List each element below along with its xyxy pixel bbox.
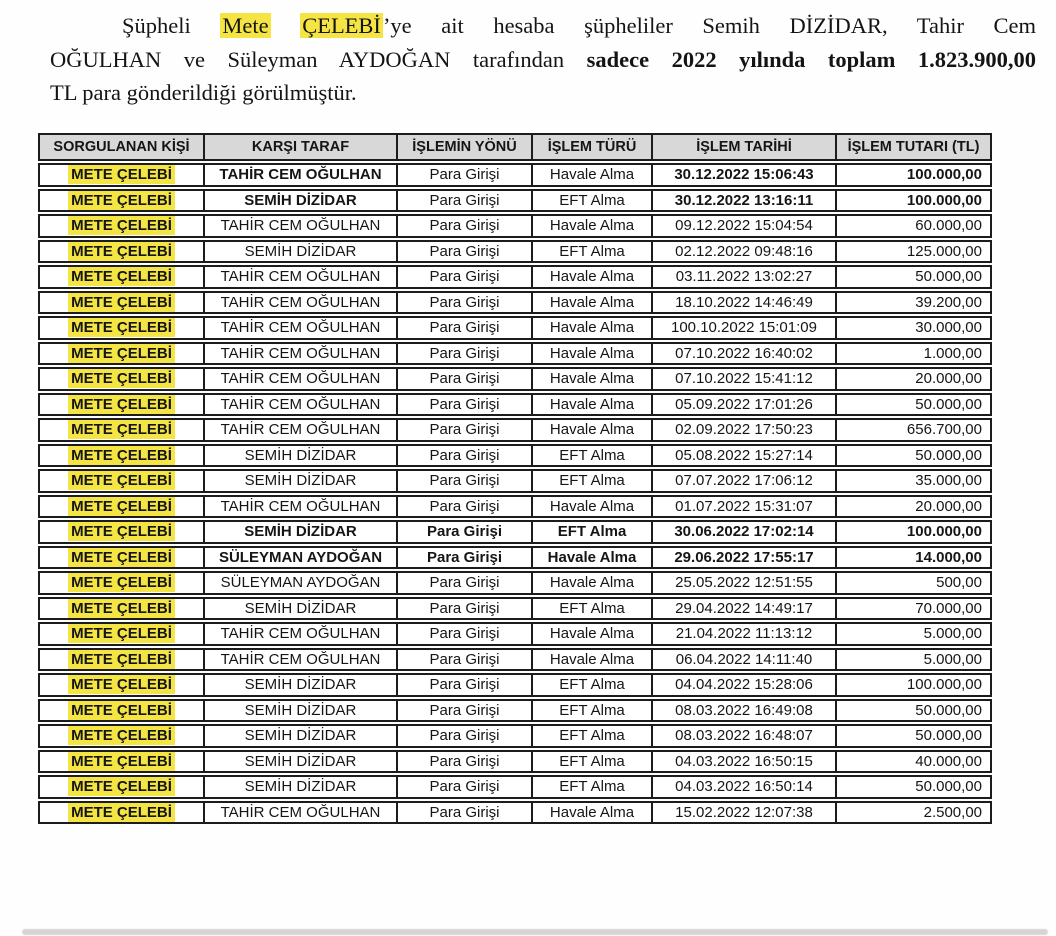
table-row: [38, 444, 992, 468]
cell-islem-turu: Havale Alma: [533, 648, 653, 672]
cell-islem-tutari: 50.000,00: [837, 699, 992, 723]
cell-islem-tarihi: 30.06.2022 17:02:14: [653, 520, 837, 544]
highlighted-name: METE ÇELEBİ: [68, 471, 175, 490]
table-header: [38, 133, 992, 161]
highlighted-name: METE ÇELEBİ: [68, 165, 175, 184]
cell-karsi-taraf: SEMİH DİZİDAR: [205, 189, 398, 213]
intro-text: ’ye ait hesaba şüpheliler Semih DİZİDAR, Tahir Cem: [382, 13, 1037, 38]
cell-islem-tarihi: 02.09.2022 17:50:23: [653, 418, 837, 442]
cell-islem-tarihi: 29.06.2022 17:55:17: [653, 546, 837, 570]
cell-karsi-taraf: SÜLEYMAN AYDOĞAN: [205, 546, 398, 570]
cell-islem-tutari: 50.000,00: [837, 775, 992, 799]
table-row: [38, 316, 992, 340]
highlighted-name: METE ÇELEBİ: [68, 599, 175, 618]
table-row: [38, 469, 992, 493]
cell-sorgulanan-kisi: [38, 469, 205, 493]
cell-karsi-taraf: TAHİR CEM OĞULHAN: [205, 291, 398, 315]
cell-islem-tutari: 14.000,00: [837, 546, 992, 570]
table-row: [38, 393, 992, 417]
cell-islemin-yonu: Para Girişi: [398, 418, 533, 442]
cell-sorgulanan-kisi: [38, 418, 205, 442]
intro-paragraph: [50, 9, 1036, 110]
cell-karsi-taraf: TAHİR CEM OĞULHAN: [205, 316, 398, 340]
cell-islem-tarihi: 01.07.2022 15:31:07: [653, 495, 837, 519]
cell-islem-tutari: 500,00: [837, 571, 992, 595]
cell-islem-tarihi: 18.10.2022 14:46:49: [653, 291, 837, 315]
cell-sorgulanan-kisi: [38, 724, 205, 748]
cell-islem-tarihi: 04.03.2022 16:50:15: [653, 750, 837, 774]
table-row: [38, 673, 992, 697]
table-row: [38, 622, 992, 646]
highlighted-name: METE ÇELEBİ: [68, 752, 175, 771]
highlighted-name: METE ÇELEBİ: [68, 548, 175, 567]
cell-islemin-yonu: Para Girişi: [398, 342, 533, 366]
highlighted-name: METE ÇELEBİ: [68, 624, 175, 643]
cell-islem-turu: EFT Alma: [533, 673, 653, 697]
cell-islem-turu: EFT Alma: [533, 724, 653, 748]
highlighted-name: METE ÇELEBİ: [68, 216, 175, 235]
table-row: [38, 571, 992, 595]
col-header-karsi-taraf: KARŞI TARAF: [205, 133, 398, 161]
highlighted-name: METE ÇELEBİ: [68, 803, 175, 822]
cell-islemin-yonu: Para Girişi: [398, 495, 533, 519]
cell-islem-tarihi: 08.03.2022 16:48:07: [653, 724, 837, 748]
cell-islem-tutari: 1.000,00: [837, 342, 992, 366]
cell-islem-tutari: 2.500,00: [837, 801, 992, 825]
cell-islem-turu: Havale Alma: [533, 163, 653, 187]
col-header-islem-turu: İŞLEM TÜRÜ: [533, 133, 653, 161]
cell-islem-tutari: 5.000,00: [837, 648, 992, 672]
intro-line-2: [50, 43, 1036, 77]
cell-islem-tarihi: 30.12.2022 13:16:11: [653, 189, 837, 213]
highlighted-name: METE ÇELEBİ: [68, 777, 175, 796]
cell-islem-tarihi: 05.08.2022 15:27:14: [653, 444, 837, 468]
cell-islem-turu: EFT Alma: [533, 444, 653, 468]
cell-karsi-taraf: TAHİR CEM OĞULHAN: [205, 418, 398, 442]
cell-karsi-taraf: TAHİR CEM OĞULHAN: [205, 648, 398, 672]
cell-islem-tarihi: 21.04.2022 11:13:12: [653, 622, 837, 646]
highlighted-name: METE ÇELEBİ: [68, 242, 175, 261]
cell-islemin-yonu: Para Girişi: [398, 546, 533, 570]
cell-islem-turu: Havale Alma: [533, 546, 653, 570]
cell-karsi-taraf: SEMİH DİZİDAR: [205, 724, 398, 748]
highlighted-name: METE ÇELEBİ: [68, 293, 175, 312]
cell-sorgulanan-kisi: [38, 291, 205, 315]
table-row: [38, 495, 992, 519]
cell-sorgulanan-kisi: [38, 520, 205, 544]
cell-karsi-taraf: SEMİH DİZİDAR: [205, 240, 398, 264]
cell-karsi-taraf: TAHİR CEM OĞULHAN: [205, 367, 398, 391]
cell-islemin-yonu: Para Girişi: [398, 163, 533, 187]
highlighted-name: METE ÇELEBİ: [68, 446, 175, 465]
cell-islemin-yonu: Para Girişi: [398, 622, 533, 646]
highlighted-name: METE ÇELEBİ: [68, 675, 175, 694]
cell-islem-turu: Havale Alma: [533, 393, 653, 417]
cell-islemin-yonu: Para Girişi: [398, 316, 533, 340]
header-row: [38, 133, 992, 161]
cell-karsi-taraf: TAHİR CEM OĞULHAN: [205, 495, 398, 519]
cell-islem-turu: EFT Alma: [533, 520, 653, 544]
cell-islem-tarihi: 06.04.2022 14:11:40: [653, 648, 837, 672]
table-row: [38, 546, 992, 570]
table-row: [38, 163, 992, 187]
cell-islem-tutari: 50.000,00: [837, 444, 992, 468]
cell-islemin-yonu: Para Girişi: [398, 444, 533, 468]
highlighted-name: METE ÇELEBİ: [68, 497, 175, 516]
col-header-islem-tutari: İŞLEM TUTARI (TL): [837, 133, 992, 161]
cell-islem-tarihi: 30.12.2022 15:06:43: [653, 163, 837, 187]
highlighted-name-mete: Mete: [222, 13, 269, 38]
cell-islemin-yonu: Para Girişi: [398, 367, 533, 391]
cell-islemin-yonu: Para Girişi: [398, 265, 533, 289]
table-row: [38, 367, 992, 391]
cell-karsi-taraf: TAHİR CEM OĞULHAN: [205, 214, 398, 238]
table-body: [38, 163, 992, 824]
cell-sorgulanan-kisi: [38, 214, 205, 238]
table-row: [38, 801, 992, 825]
highlighted-name: METE ÇELEBİ: [68, 726, 175, 745]
cell-islem-tarihi: 15.02.2022 12:07:38: [653, 801, 837, 825]
cell-islem-turu: Havale Alma: [533, 265, 653, 289]
cell-islem-tarihi: 02.12.2022 09:48:16: [653, 240, 837, 264]
cell-islemin-yonu: Para Girişi: [398, 520, 533, 544]
cell-islem-tarihi: 03.11.2022 13:02:27: [653, 265, 837, 289]
cell-islem-tutari: 125.000,00: [837, 240, 992, 264]
transactions-table: [38, 131, 992, 826]
cell-islem-tutari: 70.000,00: [837, 597, 992, 621]
cell-islem-tutari: 20.000,00: [837, 367, 992, 391]
cell-karsi-taraf: TAHİR CEM OĞULHAN: [205, 342, 398, 366]
cell-sorgulanan-kisi: [38, 393, 205, 417]
table-row: [38, 214, 992, 238]
highlighted-name: METE ÇELEBİ: [68, 573, 175, 592]
cell-islemin-yonu: Para Girişi: [398, 571, 533, 595]
cell-islem-tutari: 35.000,00: [837, 469, 992, 493]
cell-islemin-yonu: Para Girişi: [398, 801, 533, 825]
cell-karsi-taraf: SEMİH DİZİDAR: [205, 444, 398, 468]
cell-islemin-yonu: Para Girişi: [398, 189, 533, 213]
cell-islem-tutari: 100.000,00: [837, 673, 992, 697]
cell-islem-turu: EFT Alma: [533, 699, 653, 723]
cell-islem-tutari: 50.000,00: [837, 265, 992, 289]
highlighted-name: METE ÇELEBİ: [68, 191, 175, 210]
cell-sorgulanan-kisi: [38, 622, 205, 646]
cell-islem-turu: Havale Alma: [533, 342, 653, 366]
cell-islem-turu: EFT Alma: [533, 775, 653, 799]
cell-islem-turu: Havale Alma: [533, 622, 653, 646]
cell-sorgulanan-kisi: [38, 316, 205, 340]
cell-islem-tutari: 50.000,00: [837, 724, 992, 748]
cell-sorgulanan-kisi: [38, 699, 205, 723]
cell-karsi-taraf: SEMİH DİZİDAR: [205, 699, 398, 723]
table-row: [38, 291, 992, 315]
cell-karsi-taraf: SEMİH DİZİDAR: [205, 520, 398, 544]
highlighted-name: METE ÇELEBİ: [68, 701, 175, 720]
cell-islem-turu: Havale Alma: [533, 367, 653, 391]
cell-islemin-yonu: Para Girişi: [398, 469, 533, 493]
table-row: [38, 724, 992, 748]
cell-sorgulanan-kisi: [38, 775, 205, 799]
table-row: [38, 648, 992, 672]
cell-karsi-taraf: TAHİR CEM OĞULHAN: [205, 801, 398, 825]
cell-karsi-taraf: SEMİH DİZİDAR: [205, 775, 398, 799]
cell-islem-turu: EFT Alma: [533, 469, 653, 493]
cell-islemin-yonu: Para Girişi: [398, 699, 533, 723]
cell-sorgulanan-kisi: [38, 597, 205, 621]
cell-karsi-taraf: TAHİR CEM OĞULHAN: [205, 265, 398, 289]
highlighted-name: METE ÇELEBİ: [68, 420, 175, 439]
table-row: [38, 750, 992, 774]
table-row: [38, 699, 992, 723]
cell-islem-turu: Havale Alma: [533, 291, 653, 315]
cell-islemin-yonu: Para Girişi: [398, 240, 533, 264]
cell-islem-tarihi: 25.05.2022 12:51:55: [653, 571, 837, 595]
cell-karsi-taraf: SEMİH DİZİDAR: [205, 673, 398, 697]
cell-karsi-taraf: SEMİH DİZİDAR: [205, 469, 398, 493]
cell-islem-tutari: 39.200,00: [837, 291, 992, 315]
cell-islem-tutari: 100.000,00: [837, 163, 992, 187]
cell-islem-turu: Havale Alma: [533, 316, 653, 340]
col-header-sorgulanan-kisi: SORGULANAN KİŞİ: [38, 133, 205, 161]
cell-sorgulanan-kisi: [38, 648, 205, 672]
cell-islemin-yonu: Para Girişi: [398, 750, 533, 774]
col-header-islem-tarihi: İŞLEM TARİHİ: [653, 133, 837, 161]
intro-text: Şüpheli: [122, 13, 191, 38]
cell-islem-turu: Havale Alma: [533, 495, 653, 519]
cell-karsi-taraf: SEMİH DİZİDAR: [205, 597, 398, 621]
cell-islem-tutari: 100.000,00: [837, 520, 992, 544]
cell-islem-tutari: 50.000,00: [837, 393, 992, 417]
cell-islem-turu: EFT Alma: [533, 750, 653, 774]
cell-sorgulanan-kisi: [38, 265, 205, 289]
highlighted-name-celebi: ÇELEBİ: [302, 13, 381, 38]
cell-islem-turu: Havale Alma: [533, 418, 653, 442]
highlighted-name: METE ÇELEBİ: [68, 650, 175, 669]
cell-sorgulanan-kisi: [38, 801, 205, 825]
scan-shadow-bar: [22, 929, 1048, 935]
cell-sorgulanan-kisi: [38, 750, 205, 774]
highlighted-name: METE ÇELEBİ: [68, 344, 175, 363]
cell-sorgulanan-kisi: [38, 673, 205, 697]
table-row: [38, 597, 992, 621]
cell-islemin-yonu: Para Girişi: [398, 393, 533, 417]
cell-sorgulanan-kisi: [38, 240, 205, 264]
cell-islem-tutari: 40.000,00: [837, 750, 992, 774]
cell-islem-turu: Havale Alma: [533, 801, 653, 825]
cell-islemin-yonu: Para Girişi: [398, 214, 533, 238]
table-row: [38, 520, 992, 544]
cell-sorgulanan-kisi: [38, 571, 205, 595]
cell-sorgulanan-kisi: [38, 367, 205, 391]
cell-islemin-yonu: Para Girişi: [398, 775, 533, 799]
intro-line-3: TL para gönderildiği görülmüştür.: [50, 80, 357, 105]
cell-islem-tutari: 656.700,00: [837, 418, 992, 442]
cell-sorgulanan-kisi: [38, 189, 205, 213]
intro-line-1: [50, 9, 1036, 43]
cell-sorgulanan-kisi: [38, 444, 205, 468]
table-row: [38, 775, 992, 799]
cell-islem-tarihi: 09.12.2022 15:04:54: [653, 214, 837, 238]
cell-islem-tarihi: 04.03.2022 16:50:14: [653, 775, 837, 799]
cell-karsi-taraf: SÜLEYMAN AYDOĞAN: [205, 571, 398, 595]
cell-islem-tarihi: 100.10.2022 15:01:09: [653, 316, 837, 340]
table-row: [38, 342, 992, 366]
highlighted-name: METE ÇELEBİ: [68, 318, 175, 337]
cell-islemin-yonu: Para Girişi: [398, 291, 533, 315]
cell-islem-tarihi: 29.04.2022 14:49:17: [653, 597, 837, 621]
cell-islem-turu: Havale Alma: [533, 214, 653, 238]
table-row: [38, 418, 992, 442]
cell-islem-tutari: 60.000,00: [837, 214, 992, 238]
highlighted-name: METE ÇELEBİ: [68, 522, 175, 541]
highlighted-name: METE ÇELEBİ: [68, 395, 175, 414]
cell-islem-tarihi: 07.07.2022 17:06:12: [653, 469, 837, 493]
cell-islem-tutari: 5.000,00: [837, 622, 992, 646]
cell-islem-tarihi: 04.04.2022 15:28:06: [653, 673, 837, 697]
col-header-islemin-yonu: İŞLEMİN YÖNÜ: [398, 133, 533, 161]
highlighted-name: METE ÇELEBİ: [68, 267, 175, 286]
cell-islem-turu: EFT Alma: [533, 597, 653, 621]
cell-sorgulanan-kisi: [38, 546, 205, 570]
cell-karsi-taraf: TAHİR CEM OĞULHAN: [205, 163, 398, 187]
cell-islemin-yonu: Para Girişi: [398, 724, 533, 748]
cell-islem-tutari: 20.000,00: [837, 495, 992, 519]
cell-islemin-yonu: Para Girişi: [398, 648, 533, 672]
intro-text: OĞULHAN ve Süleyman AYDOĞAN tarafından: [50, 46, 565, 72]
table-row: [38, 189, 992, 213]
cell-karsi-taraf: TAHİR CEM OĞULHAN: [205, 393, 398, 417]
intro-bold-total: sadece 2022 yılında toplam 1.823.900,00: [586, 46, 1036, 72]
cell-islem-tarihi: 05.09.2022 17:01:26: [653, 393, 837, 417]
cell-islem-tarihi: 08.03.2022 16:49:08: [653, 699, 837, 723]
table-row: [38, 240, 992, 264]
highlighted-name: METE ÇELEBİ: [68, 369, 175, 388]
cell-karsi-taraf: SEMİH DİZİDAR: [205, 750, 398, 774]
cell-islem-tarihi: 07.10.2022 16:40:02: [653, 342, 837, 366]
cell-karsi-taraf: TAHİR CEM OĞULHAN: [205, 622, 398, 646]
cell-islem-tutari: 30.000,00: [837, 316, 992, 340]
cell-islemin-yonu: Para Girişi: [398, 597, 533, 621]
cell-islem-tarihi: 07.10.2022 15:41:12: [653, 367, 837, 391]
cell-islem-tutari: 100.000,00: [837, 189, 992, 213]
cell-islem-turu: Havale Alma: [533, 571, 653, 595]
table-row: [38, 265, 992, 289]
cell-islem-turu: EFT Alma: [533, 240, 653, 264]
cell-sorgulanan-kisi: [38, 163, 205, 187]
cell-sorgulanan-kisi: [38, 342, 205, 366]
cell-islem-turu: EFT Alma: [533, 189, 653, 213]
cell-sorgulanan-kisi: [38, 495, 205, 519]
cell-islemin-yonu: Para Girişi: [398, 673, 533, 697]
